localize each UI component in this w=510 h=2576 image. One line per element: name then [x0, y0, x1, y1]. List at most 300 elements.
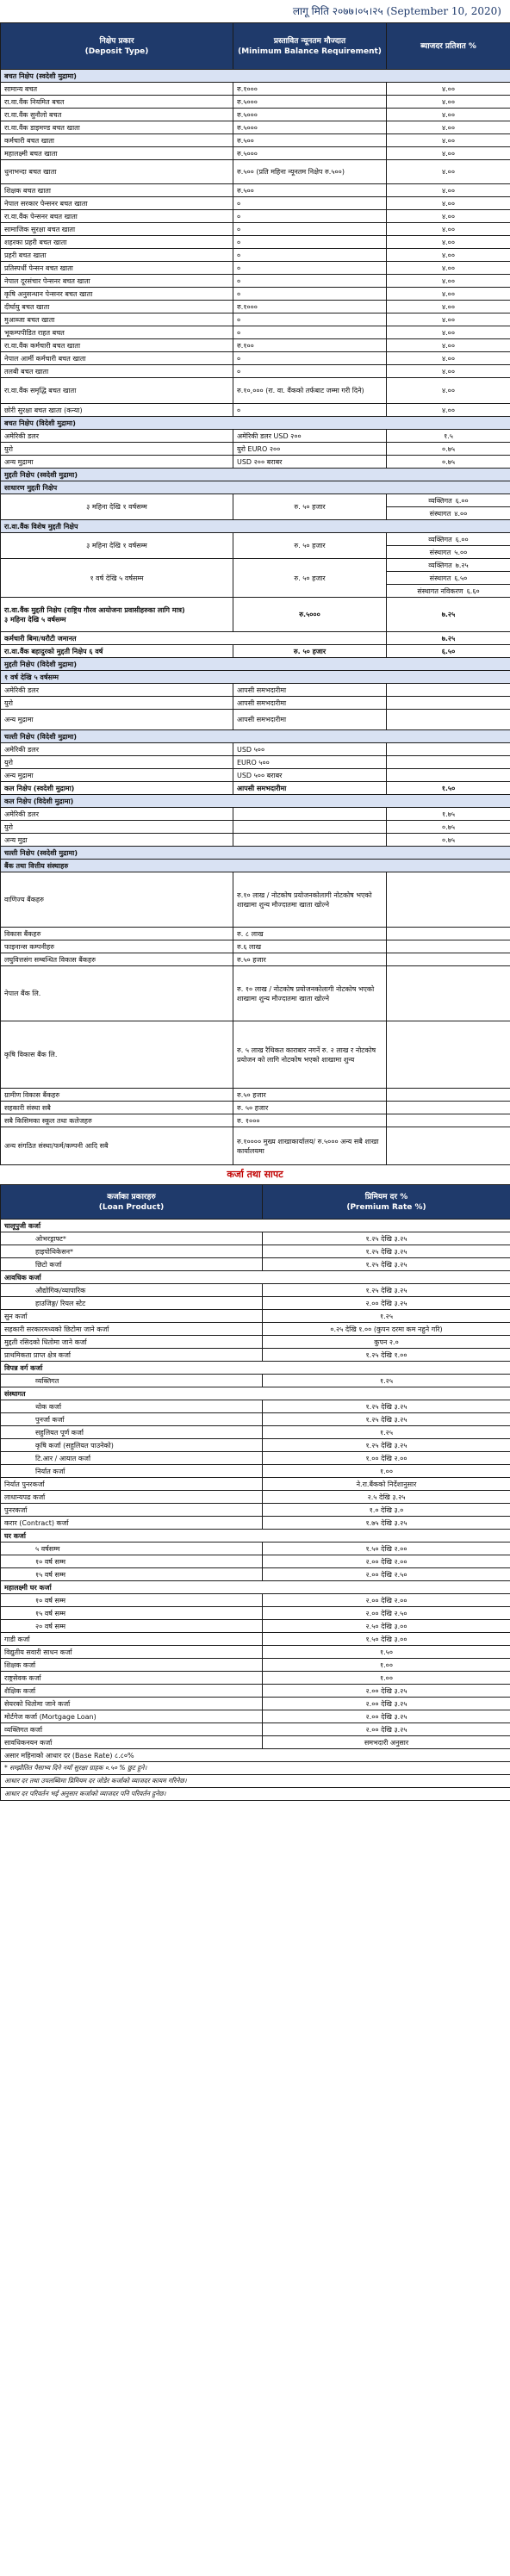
table-row	[1, 769, 510, 782]
loan-group-title: घर कर्जा	[1, 1530, 510, 1542]
row-min-balance: अमेरिकी डलर USD २००	[233, 430, 387, 443]
row-min-balance: ०	[233, 197, 387, 210]
table-row	[1, 1400, 510, 1413]
row-rate: ४.००	[387, 83, 510, 96]
row-min-balance: रु.५० हजार	[233, 1089, 387, 1102]
table-row	[1, 671, 510, 684]
section-fixed-fcy: मुद्दती निक्षेप (विदेशी मुद्रामा)	[1, 658, 510, 671]
loan-premium: कुपन २.०	[263, 1336, 510, 1349]
loan-premium: २.०० देखि २.५०	[263, 1568, 510, 1581]
table-row	[1, 249, 510, 262]
row-label: प्रतिस्पर्धी पेन्सन बचत खाता	[1, 262, 233, 275]
row-rate: ४.००	[387, 262, 510, 275]
row-rate	[387, 1114, 510, 1127]
table-row	[1, 1375, 510, 1387]
row-label: अन्य संगठित संस्था/फर्म/कम्पनी आदि सबै	[1, 1127, 233, 1165]
row-min-balance: रु.१०००	[233, 301, 387, 313]
table-row	[1, 1672, 510, 1685]
loan-product: मोर्टगेज कर्जा (Mortgage Loan)	[1, 1710, 263, 1723]
table-row	[1, 520, 510, 533]
table-row	[1, 1491, 510, 1504]
row-label: कल निक्षेप (स्वदेशी मुद्रामा)	[1, 782, 233, 795]
loan-section-title: कर्जा तथा सापट	[227, 1169, 283, 1180]
row-rate	[387, 1127, 510, 1165]
loan-product: निर्यात पुनरकर्जा	[1, 1478, 263, 1491]
loan-premium: २.०० देखि ३.२५	[263, 1698, 510, 1710]
loan-table	[0, 1184, 510, 1801]
row-rate: ४.००	[387, 96, 510, 109]
row-label: युरो	[1, 756, 233, 769]
table-row	[1, 184, 510, 197]
row-label: विकास बैंकहरु	[1, 928, 233, 940]
row-rate: ०.७५	[387, 456, 510, 469]
section-bank-financial: बैंक तथा वित्तीय संस्थाहरु	[1, 860, 510, 872]
loan-premium: २.०० देखि २.००	[263, 1555, 510, 1568]
row-rate	[387, 1021, 510, 1089]
table-row	[1, 1232, 510, 1245]
row-min-balance: रु.५०००	[233, 147, 387, 160]
row-rate: ४.००	[387, 352, 510, 365]
loan-premium: १.२५ देखि ३.२५	[263, 1284, 510, 1297]
section-saving-npr: बचत निक्षेप (स्वदेशी मुद्रामा)	[1, 70, 510, 83]
row-label: नेपाल आर्मी कर्मचारी बचत खाता	[1, 352, 233, 365]
loan-product: १५ वर्ष सम्म	[1, 1607, 263, 1620]
table-row	[1, 1530, 510, 1542]
table-row	[1, 1323, 510, 1336]
row-rate: ४.००	[387, 210, 510, 223]
row-min-balance: ०	[233, 249, 387, 262]
row-min-balance: रु.१० लाख / नोटकोष प्रयोजनकोलागी नोटकोष भएको शाखामा शुन्य मौज्दातमा खाता खोल्ने	[233, 872, 387, 928]
table-row	[1, 697, 510, 710]
loan-product: सहुलियत पूर्ण कर्जा	[1, 1426, 263, 1439]
table-row	[1, 1659, 510, 1672]
row-label: शहरका प्रहरी बचत खाता	[1, 236, 233, 249]
row-label: सामाजिक सुरक्षा बचत खाता	[1, 223, 233, 236]
row-label: छोरी सुरक्षा बचत खाता (कन्या)	[1, 404, 233, 417]
row-rate	[387, 710, 510, 730]
row-rate: ४.००	[387, 339, 510, 352]
table-row	[1, 1749, 510, 1762]
rate-label: संस्थागत	[429, 574, 451, 582]
loan-premium: १.२५ देखि १.००	[263, 1349, 510, 1362]
row-rate: ७.२५	[387, 632, 510, 645]
loan-product: करार (Contract) कर्जा	[1, 1517, 263, 1530]
loan-product: औद्योगिक/व्यापारिक	[1, 1284, 263, 1297]
table-row	[1, 1568, 510, 1581]
table-row	[1, 288, 510, 301]
row-rate	[387, 756, 510, 769]
table-row	[1, 1504, 510, 1517]
row-label: अन्य मुद्रामा	[1, 710, 233, 730]
row-label: युरो	[1, 697, 233, 710]
row-min-balance	[233, 808, 387, 821]
table-row	[1, 236, 510, 249]
footnote: आधार दर परिवर्तन भई अनुसार कर्जाको व्याजदर पनि परिवर्तन हुनेछ।	[1, 1788, 510, 1801]
row-min-balance: रु.५००	[233, 134, 387, 147]
table-row	[1, 1127, 510, 1165]
table-row	[1, 1439, 510, 1452]
row-rate: ४.००	[387, 160, 510, 184]
loan-premium: १.२५ देखि ३.२५	[263, 1258, 510, 1271]
table-row	[1, 1021, 510, 1089]
table-row	[1, 808, 510, 821]
row-rate: ४.००	[387, 121, 510, 134]
loan-product: शैक्षिक कर्जा	[1, 1685, 263, 1698]
row-label: सबै किसिमका स्कूल तथा कलेजहरु	[1, 1114, 233, 1127]
table-row	[1, 275, 510, 288]
row-label: रा.वा.वैंक डाइमण्ड बचत खाता	[1, 121, 233, 134]
table-row	[1, 1607, 510, 1620]
row-rate: ४.००	[387, 109, 510, 121]
loan-premium: १.२५ देखि ३.२५	[263, 1439, 510, 1452]
table-row	[1, 1736, 510, 1749]
deposit-table-body	[1, 70, 510, 1165]
table-row	[1, 1089, 510, 1102]
row-label: अन्य मुद्रा	[1, 834, 233, 847]
row-min-balance: आपसी समभदारीमा	[233, 782, 387, 795]
row-min-balance: रु.१००	[233, 339, 387, 352]
table-row	[1, 645, 510, 658]
rate-label: संस्थागत	[429, 548, 451, 556]
table-row	[1, 1465, 510, 1478]
table-row	[1, 559, 510, 572]
row-min-balance: रु.१०००	[233, 83, 387, 96]
row-min-balance: रु.१०,००० (रा. वा. वैंकको तर्फबाट जम्मा गरी दिने)	[233, 378, 387, 404]
row-label: ३ महिना देखि १ वर्षसम्म	[1, 494, 233, 520]
row-label: ३ महिना देखि १ वर्षसम्म	[1, 533, 233, 559]
table-row	[1, 456, 510, 469]
section-fixed-npr: मुद्दती निक्षेप (स्वदेशी मुद्रामा)	[1, 469, 510, 481]
section-current-npr: चल्ती निक्षेप (स्वदेशी मुद्रामा)	[1, 847, 510, 860]
loan-group-title: संस्थागत	[1, 1387, 510, 1400]
loan-group-title: महालक्ष्मी घर कर्जा	[1, 1581, 510, 1594]
loan-group-title: चालूपुजी कर्जा	[1, 1220, 510, 1232]
table-row	[1, 743, 510, 756]
section-saving-fcy: बचत निक्षेप (विदेशी मुद्रामा)	[1, 417, 510, 430]
loan-premium: १.२५	[263, 1426, 510, 1439]
loan-product: गाडी कर्जा	[1, 1633, 263, 1646]
row-min-balance: रु. ८ लाख	[233, 928, 387, 940]
row-label: सामान्य बचत	[1, 83, 233, 96]
table-row	[1, 197, 510, 210]
row-label: नेपाल बैंक लि.	[1, 966, 233, 1021]
loan-product: सावधिकनयन कर्जा	[1, 1736, 263, 1749]
table-row	[1, 1362, 510, 1375]
row-label: कृषि अनुसन्धान पेन्सनर बचत खाता	[1, 288, 233, 301]
table-row	[1, 1685, 510, 1698]
rate-label: संस्थागत	[429, 509, 451, 518]
row-label: रा.वा.वैंक नियमित बचत	[1, 96, 233, 109]
loan-premium: १.२५ देखि ३.२५	[263, 1245, 510, 1258]
loan-premium: १.०० देखि २.००	[263, 1452, 510, 1465]
row-min-balance: आपसी समभदारीमा	[233, 710, 387, 730]
table-row	[1, 210, 510, 223]
row-label: सहकारी संस्था सबै	[1, 1102, 233, 1114]
row-rate: ७.२५	[387, 598, 510, 632]
row-label: ग्रामीण विकास बैंकहरु	[1, 1089, 233, 1102]
table-row	[1, 1452, 510, 1465]
row-rate: ४.००	[387, 365, 510, 378]
row-min-balance: ०	[233, 275, 387, 288]
row-label: कर्मचारी बचत खाता	[1, 134, 233, 147]
table-row	[1, 710, 510, 730]
loan-premium: १.२५ देखि ३.२५	[263, 1232, 510, 1245]
table-row	[1, 730, 510, 743]
table-row	[1, 339, 510, 352]
loan-product: २० वर्ष सम्म	[1, 1620, 263, 1633]
loan-product: विद्युतीय सवारी साधन कर्जा	[1, 1646, 263, 1659]
loan-product: कृषि कर्जा (सहुलियत पाउनेको)	[1, 1439, 263, 1452]
row-rate: ४.००	[387, 249, 510, 262]
row-rate	[387, 1089, 510, 1102]
loan-premium: १.२५ देखि ३.२५	[263, 1400, 510, 1413]
loan-premium: १.७५ देखि ३.२५	[263, 1517, 510, 1530]
table-row	[1, 223, 510, 236]
table-row	[1, 352, 510, 365]
loan-premium: १.००	[263, 1672, 510, 1685]
loan-product: सहकारी सरकारमध्यको छिटोमा जाने कर्जा	[1, 1323, 263, 1336]
header-premium-rate: प्रिमियम दर % (Premium Rate %)	[263, 1185, 510, 1220]
table-row	[1, 1102, 510, 1114]
loan-premium: २.०० देखि ३.२५	[263, 1710, 510, 1723]
loan-product: टि.आर / आयात कर्जा	[1, 1452, 263, 1465]
row-min-balance: ०	[233, 236, 387, 249]
table-row	[1, 940, 510, 953]
loan-product: हाइपोथिकेसन*	[1, 1245, 263, 1258]
table-row	[1, 598, 510, 632]
row-rate: ०.७५	[387, 821, 510, 834]
table-row	[1, 1258, 510, 1271]
row-min-balance: ०	[233, 352, 387, 365]
row-min-balance: युरो EURO २००	[233, 443, 387, 456]
row-min-balance: रु.५०००	[233, 96, 387, 109]
row-label: युरो	[1, 443, 233, 456]
table-row	[1, 966, 510, 1021]
row-label: युरो	[1, 821, 233, 834]
row-rate	[387, 697, 510, 710]
row-rate	[387, 743, 510, 756]
section-call-fcy: कल निक्षेप (विदेशी मुद्रामा)	[1, 795, 510, 808]
loan-premium: ०.२५ देखि १.०० (कुपन दरमा कम नहुने गरि)	[263, 1323, 510, 1336]
row-min-balance: EURO ५००	[233, 756, 387, 769]
rate-value: ४.००	[454, 509, 468, 518]
header-min-balance: प्रस्तावित न्यूनतम मौज्दात (Minimum Balance Requirement)	[233, 23, 387, 70]
table-row	[1, 847, 510, 860]
row-label: अन्य मुद्रामा	[1, 769, 233, 782]
table-row	[1, 1555, 510, 1568]
table-row	[1, 404, 510, 417]
table-row	[1, 1620, 510, 1633]
row-rate: ४.००	[387, 197, 510, 210]
table-row	[1, 1478, 510, 1491]
row-rate: ४.००	[387, 223, 510, 236]
loan-premium: १.२५	[263, 1310, 510, 1323]
loan-group-title: विपन्न वर्ग कर्जा	[1, 1362, 510, 1375]
row-rate: ४.००	[387, 236, 510, 249]
row-rate	[387, 1102, 510, 1114]
row-rate	[387, 572, 510, 585]
table-row	[1, 326, 510, 339]
row-rate: ४.००	[387, 301, 510, 313]
row-label: कृषि विकास बैंक लि.	[1, 1021, 233, 1089]
loan-product: लाधान्यपढ कर्जा	[1, 1491, 263, 1504]
table-row	[1, 494, 510, 507]
row-rate: ४.००	[387, 184, 510, 197]
row-min-balance: रु.५००	[233, 184, 387, 197]
loan-product: पुनर्जा कर्जा	[1, 1413, 263, 1426]
table-row	[1, 684, 510, 697]
loan-product: थोक कर्जा	[1, 1400, 263, 1413]
rate-value: ६.००	[455, 496, 469, 505]
row-rate: ४.००	[387, 134, 510, 147]
table-row	[1, 1710, 510, 1723]
table-row	[1, 121, 510, 134]
table-row	[1, 632, 510, 645]
table-row	[1, 1336, 510, 1349]
loan-product: १० वर्ष सम्म	[1, 1555, 263, 1568]
loan-table-body	[1, 1220, 510, 1801]
row-label: रा.वा.वैंक सुनौलो बचत	[1, 109, 233, 121]
rate-value: ७.२५	[455, 561, 469, 569]
row-min-balance: रु. १०००	[233, 1114, 387, 1127]
loan-premium: १.५०	[263, 1646, 510, 1659]
row-label: भूकम्पपीडित राहत बचत	[1, 326, 233, 339]
table-row	[1, 469, 510, 481]
row-label: रा.वा.वैंक पेन्सनर बचत खाता	[1, 210, 233, 223]
table-row	[1, 953, 510, 966]
table-row	[1, 365, 510, 378]
loan-product: १५ वर्ष सम्म	[1, 1568, 263, 1581]
row-min-balance: ०	[233, 223, 387, 236]
rate-value: ५.००	[454, 548, 468, 556]
table-row	[1, 1271, 510, 1284]
row-label: लघुवित्तसंग सम्बन्धित विकास बैंकहरु	[1, 953, 233, 966]
loan-product: व्यक्तिगत	[1, 1375, 263, 1387]
row-rate: ४.००	[387, 147, 510, 160]
row-rate	[387, 585, 510, 598]
deposit-table	[0, 22, 510, 1165]
loan-premium: समभदारी अनुसार	[263, 1736, 510, 1749]
table-row	[1, 301, 510, 313]
rate-label: संस्थागत नविकरण	[417, 587, 463, 595]
table-row	[1, 481, 510, 494]
loan-premium: २.०० देखि ३.२५	[263, 1297, 510, 1310]
row-min-balance: रु.५०००	[233, 598, 387, 632]
row-min-balance: ०	[233, 288, 387, 301]
row-rate: ०.७५	[387, 834, 510, 847]
loan-product: हाउजिङ्ग/ रियल स्टेट	[1, 1297, 263, 1310]
loan-premium: १.२५ देखि ३.२५	[263, 1413, 510, 1426]
table-row	[1, 1220, 510, 1232]
table-row	[1, 1114, 510, 1127]
table-row	[1, 134, 510, 147]
table-row	[1, 160, 510, 184]
row-rate	[387, 559, 510, 572]
row-rate: ४.००	[387, 275, 510, 288]
rate-value: ६.६०	[466, 587, 480, 595]
row-rate	[387, 953, 510, 966]
loan-product: ५ वर्षसम्म	[1, 1542, 263, 1555]
row-min-balance: रु.५०० (प्रति महिना न्यूनतम निक्षेप रु.५००)	[233, 160, 387, 184]
rate-label: व्यक्तिगत	[428, 535, 452, 543]
row-min-balance: USD ५००	[233, 743, 387, 756]
section-special-fixed: रा.वा.वैंक विशेष मुद्दती निक्षेप	[1, 520, 510, 533]
row-min-balance	[233, 821, 387, 834]
row-min-balance: रु.५०००	[233, 109, 387, 121]
loan-premium: २.०० देखि २.५०	[263, 1607, 510, 1620]
row-min-balance: रु. ५ लाख रैथिकत काराबार नगर्ने रु. २ लाख र नोटकोष प्रयोजन को लागि नोटकोष भएको शाखामा शुन्य	[233, 1021, 387, 1089]
rate-value: ६.००	[455, 535, 469, 543]
row-min-balance: रु.५० हजार	[233, 953, 387, 966]
row-label: अमेरिकी डलर	[1, 743, 233, 756]
table-row	[1, 430, 510, 443]
loan-product: ओभरड्राफ्ट*	[1, 1232, 263, 1245]
table-row	[1, 1387, 510, 1400]
table-row	[1, 533, 510, 546]
loan-premium: ने.रा.बैंकको निर्देशानुसार	[263, 1478, 510, 1491]
row-label: रा.वा.वैंक कर्मचारी बचत खाता	[1, 339, 233, 352]
row-min-balance: रु.१०००० मुख्य शाखाकार्यालय/ रु.५००० अन्य सबै शाखा कार्यालयमा	[233, 1127, 387, 1165]
row-rate: ४.००	[387, 404, 510, 417]
row-min-balance: आपसी समभदारीमा	[233, 684, 387, 697]
row-min-balance	[233, 834, 387, 847]
table-row	[1, 1245, 510, 1258]
row-min-balance: रु. ५० हजार	[233, 494, 387, 520]
row-rate: १.५०	[387, 782, 510, 795]
loan-group-title: आवधिक कर्जा	[1, 1271, 510, 1284]
table-row	[1, 417, 510, 430]
table-row	[1, 1349, 510, 1362]
section-1y-5y: १ वर्ष देखि ५ वर्षसम्म	[1, 671, 510, 684]
row-rate	[387, 966, 510, 1021]
table-row	[1, 1413, 510, 1426]
loan-premium: २.५ देखि ३.२५	[263, 1491, 510, 1504]
table-row	[1, 1698, 510, 1710]
table-row	[1, 443, 510, 456]
table-row	[1, 1633, 510, 1646]
table-row	[1, 1594, 510, 1607]
header-loan-product: कर्जाका प्रकारहरु (Loan Product)	[1, 1185, 263, 1220]
table-row	[1, 928, 510, 940]
table-row	[1, 96, 510, 109]
row-label: कर्मचारी बिमा/धरौटी जमानत	[1, 632, 387, 645]
table-row	[1, 1646, 510, 1659]
table-row	[1, 262, 510, 275]
table-row	[1, 756, 510, 769]
effective-date: लागू मिति २०७७।०५।२५ (September 10, 2020)	[292, 5, 501, 17]
row-label: नेपाल सरकार पेन्सनर बचत खाता	[1, 197, 233, 210]
row-label: अन्य मुद्रामा	[1, 456, 233, 469]
loan-product: सेयरको धितोमा जाने कर्जा	[1, 1698, 263, 1710]
loan-product: मुद्दती रसिदको धितोमा जाने कर्जा	[1, 1336, 263, 1349]
loan-premium: १.००	[263, 1465, 510, 1478]
loan-product: छिटो कर्जा	[1, 1258, 263, 1271]
row-rate: ४.००	[387, 326, 510, 339]
row-rate	[387, 769, 510, 782]
row-label: फाइनान्स कम्पनीहरु	[1, 940, 233, 953]
row-label: अमेरिकी डलर	[1, 430, 233, 443]
row-rate	[387, 494, 510, 507]
loan-premium: २.५० देखि ३.००	[263, 1620, 510, 1633]
row-rate	[387, 928, 510, 940]
row-rate: ६.५०	[387, 645, 510, 658]
row-label: तलबी बचत खाता	[1, 365, 233, 378]
row-label: नेपाल दूरसंचार पेन्सनर बचत खाता	[1, 275, 233, 288]
loan-product: सुन कर्जा	[1, 1310, 263, 1323]
row-rate	[387, 546, 510, 559]
row-min-balance: USD ५०० बराबर	[233, 769, 387, 782]
row-min-balance: रु. ५० हजार	[233, 533, 387, 559]
